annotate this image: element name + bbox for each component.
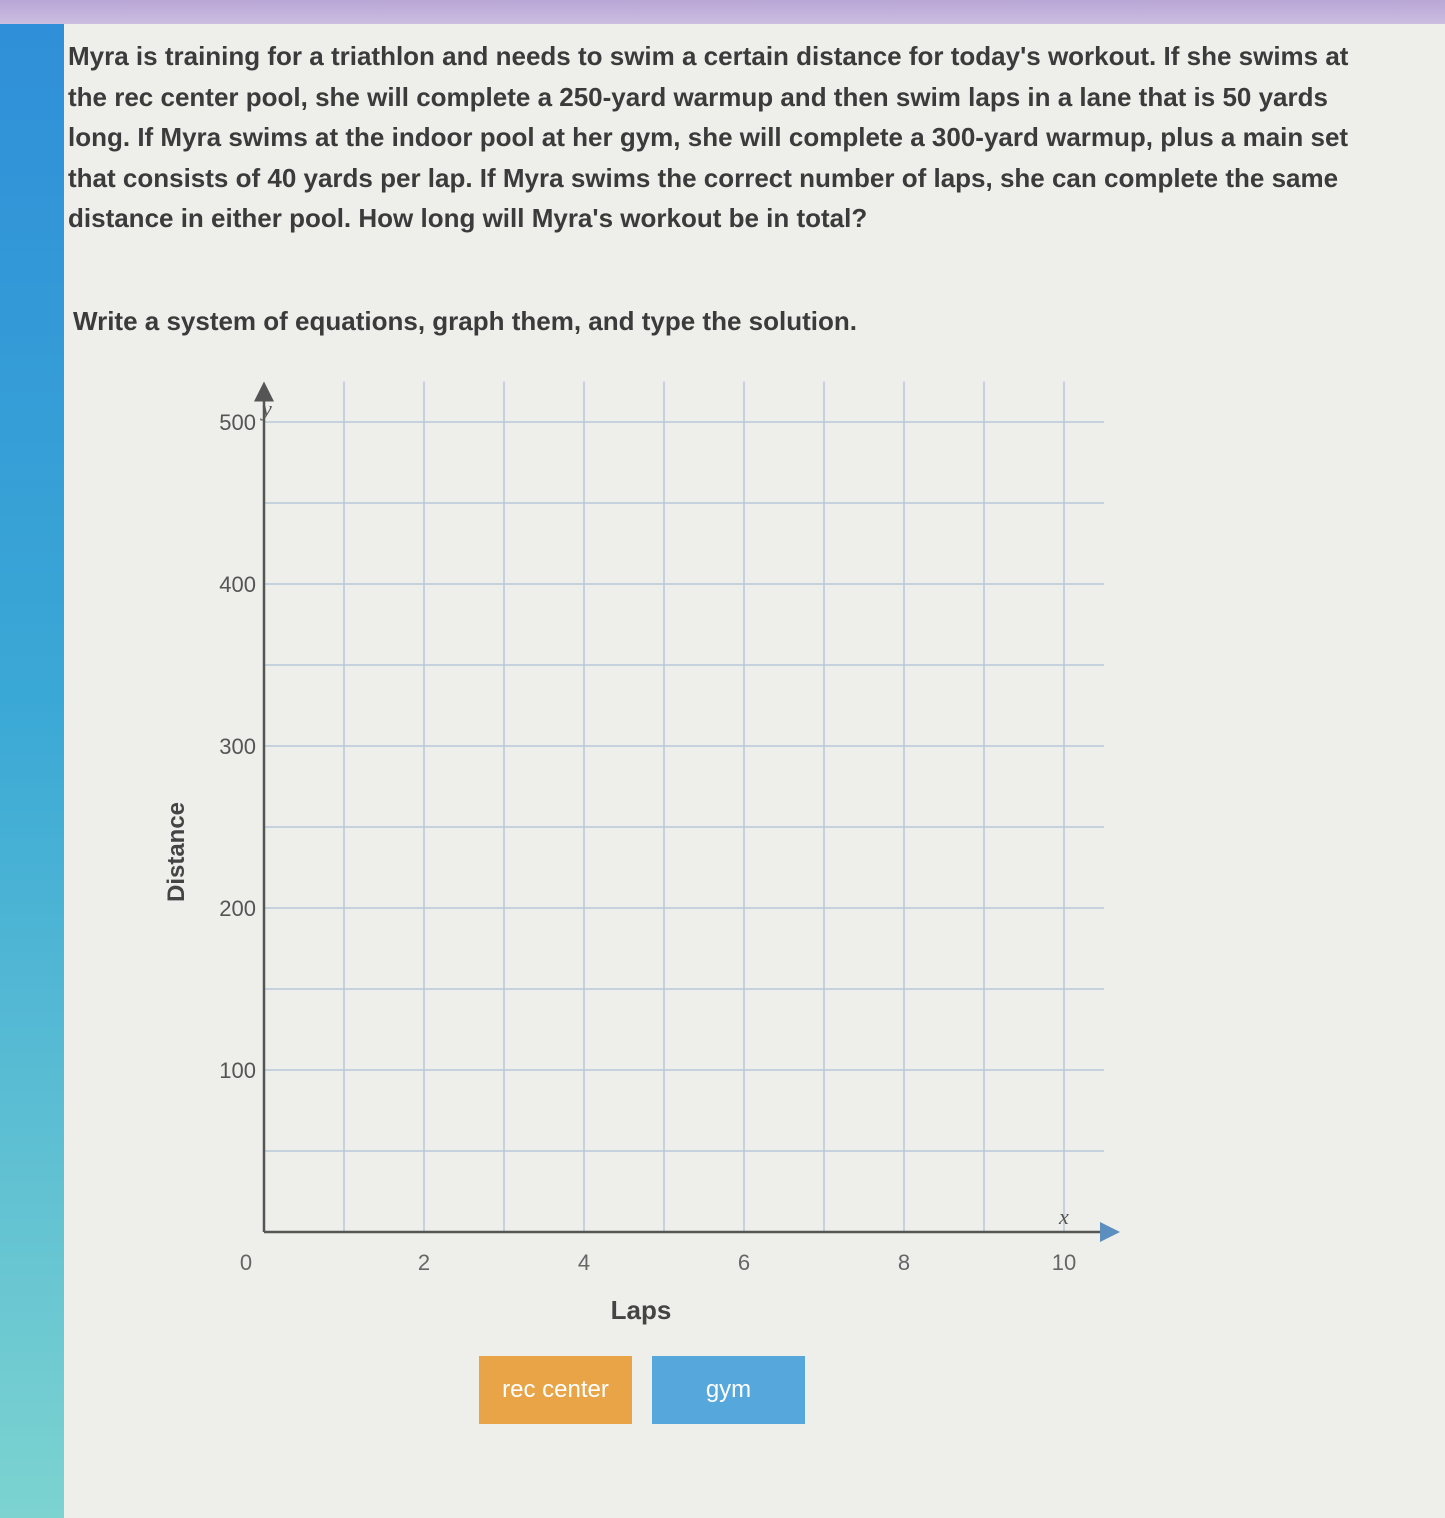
instruction-text: Write a system of equations, graph them, and type the solution. xyxy=(73,306,857,336)
y-axis-letter: y xyxy=(262,396,272,421)
y-tick-label: 300 xyxy=(219,734,256,759)
x-tick-label: 2 xyxy=(417,1250,431,1275)
x-tick-label: 4 xyxy=(577,1250,591,1275)
y-tick-label: 500 xyxy=(219,410,256,435)
graph[interactable] xyxy=(163,384,1104,1344)
y-axis-label: Distance xyxy=(163,801,190,903)
x-tick-label: 10 xyxy=(1051,1250,1077,1275)
y-tick-label: 400 xyxy=(219,572,256,597)
x-axis-label: Laps xyxy=(610,1295,672,1325)
gym-button[interactable]: gym xyxy=(652,1356,805,1424)
x-tick-label: 8 xyxy=(897,1250,911,1275)
question-text: Myra is training for a triathlon and needs to swim a certain distance for today's workout. If she swims at the rec center pool, she will complete a 250-yard warmup and then swim laps in a lane that is 50 yards long. If Myra swims at the indoor pool at her gym, she will complete a 300-yard warmup, plus a main set that consists of 40 yards per lap. If Myra swims the correct number of laps, she can complete the same distance in either pool. How long will Myra's workout be in total? xyxy=(68,41,1349,233)
y-tick-label: 100 xyxy=(219,1058,256,1083)
x-tick-label: 0 xyxy=(239,1250,253,1275)
x-axis-letter: x xyxy=(1059,1204,1069,1229)
x-axis-arrow-icon xyxy=(1100,1222,1120,1242)
left-sidebar-strip xyxy=(0,24,64,1518)
question-panel xyxy=(64,24,1445,1518)
rec-center-button[interactable]: rec center xyxy=(479,1356,632,1424)
y-tick-label: 200 xyxy=(219,896,256,921)
x-tick-label: 6 xyxy=(737,1250,751,1275)
top-window-strip xyxy=(0,0,1445,24)
